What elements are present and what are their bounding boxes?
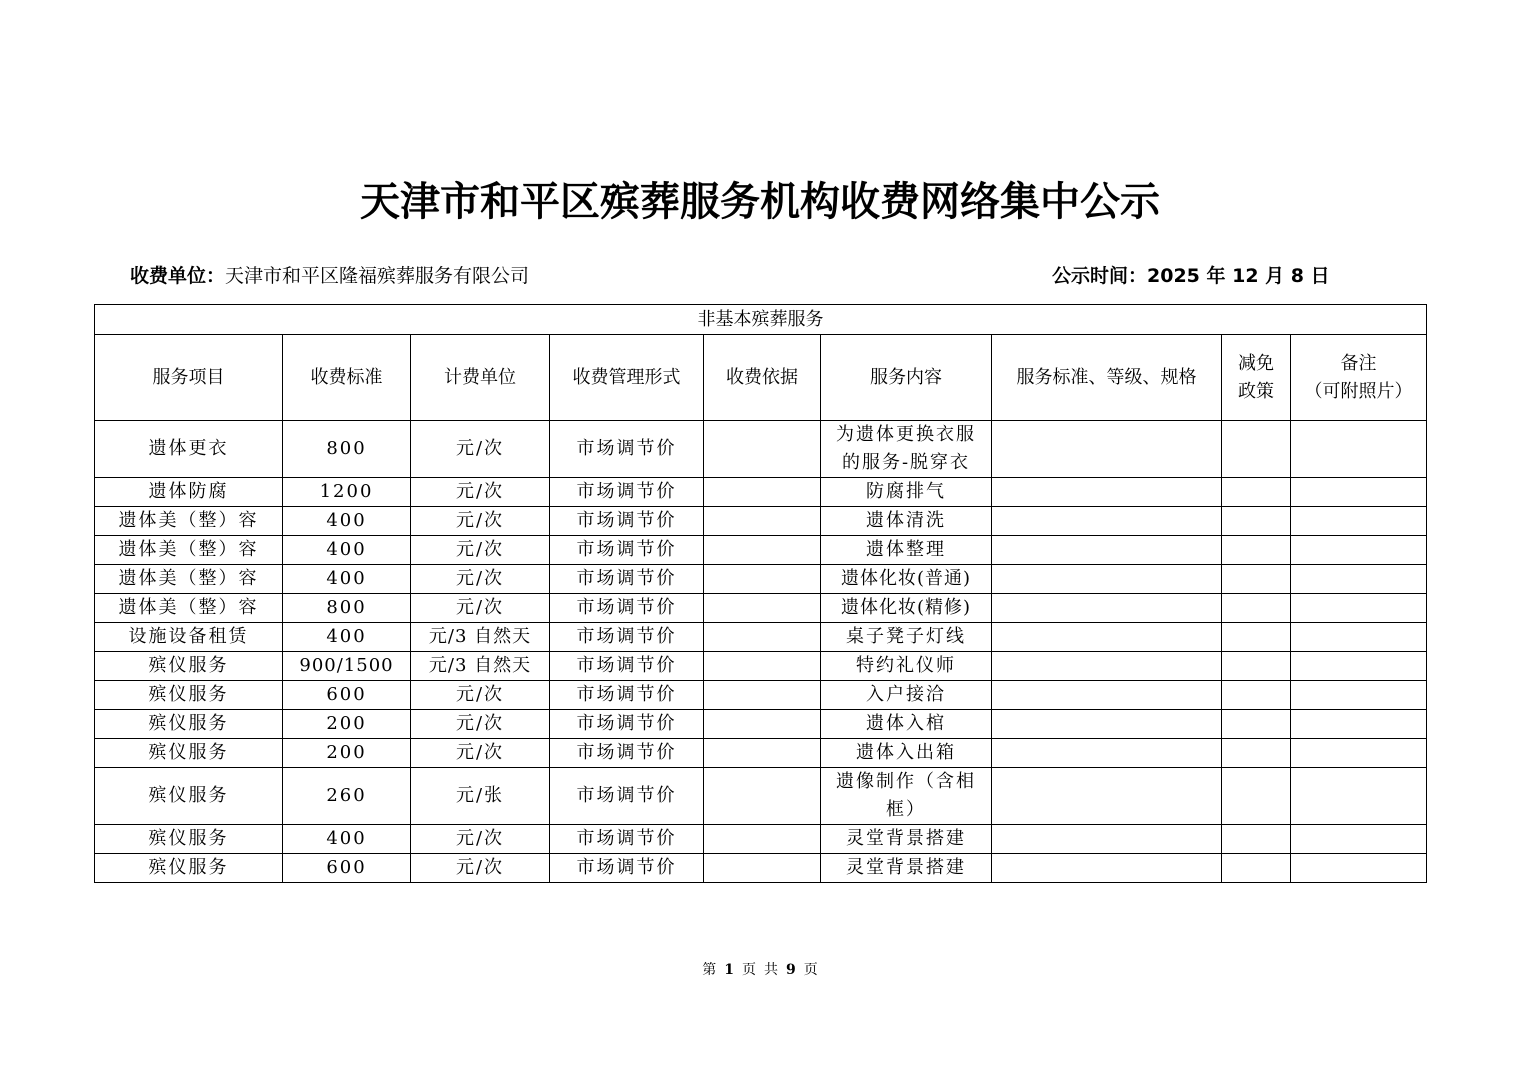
cell-spec [992,739,1222,768]
col-header-mgmt: 收费管理形式 [550,335,704,421]
col-header-remark-line2: （可附照片） [1304,380,1413,402]
cell-unit: 元/次 [411,536,550,565]
cell-item: 遗体防腐 [95,478,283,507]
cell-mgmt: 市场调节价 [550,623,704,652]
cell-policy [1222,594,1291,623]
table-row [95,623,1427,652]
cell-item: 遗体美（整）容 [95,594,283,623]
cell-spec [992,768,1222,825]
cell-basis [704,768,821,825]
cell-item: 殡仪服务 [95,652,283,681]
cell-remark [1291,478,1427,507]
cell-unit: 元/次 [411,854,550,883]
footer-word-ye2: 页 [803,962,818,978]
cell-standard: 260 [283,768,411,825]
cell-standard: 800 [283,594,411,623]
cell-basis [704,739,821,768]
cell-policy [1222,768,1291,825]
cell-content: 入户接洽 [821,681,992,710]
cell-content: 特约礼仪师 [821,652,992,681]
cell-spec [992,421,1222,478]
col-header-policy [1222,335,1291,421]
col-header-item: 服务项目 [95,335,283,421]
cell-remark [1291,565,1427,594]
col-header-unit: 计费单位 [411,335,550,421]
cell-item: 遗体更衣 [95,421,283,478]
table-row [95,565,1427,594]
cell-remark [1291,536,1427,565]
col-header-policy-line1: 减免 [1238,352,1274,374]
table-row [95,594,1427,623]
cell-standard: 600 [283,681,411,710]
cell-standard: 900/1500 [283,652,411,681]
cell-mgmt: 市场调节价 [550,768,704,825]
cell-remark [1291,681,1427,710]
cell-content: 防腐排气 [821,478,992,507]
cell-policy [1222,681,1291,710]
cell-content: 灵堂背景搭建 [821,854,992,883]
cell-mgmt: 市场调节价 [550,536,704,565]
cell-item: 遗体美（整）容 [95,507,283,536]
cell-mgmt: 市场调节价 [550,652,704,681]
cell-policy [1222,536,1291,565]
cell-basis [704,710,821,739]
col-header-standard: 收费标准 [283,335,411,421]
cell-basis [704,478,821,507]
cell-spec [992,536,1222,565]
col-header-spec: 服务标准、等级、规格 [992,335,1222,421]
publish-time-value: 2025 年 12 月 8 日 [1147,265,1330,287]
cell-spec [992,652,1222,681]
cell-unit: 元/次 [411,478,550,507]
cell-remark [1291,421,1427,478]
cell-mgmt: 市场调节价 [550,739,704,768]
cell-content: 遗体整理 [821,536,992,565]
cell-item: 遗体美（整）容 [95,536,283,565]
cell-basis [704,623,821,652]
cell-spec [992,681,1222,710]
table-row [95,421,1427,478]
publish-time [1052,262,1330,290]
cell-item: 设施设备租赁 [95,623,283,652]
table-row [95,478,1427,507]
cell-content: 遗体清洗 [821,507,992,536]
publish-time-label: 公示时间： [1052,265,1148,287]
cell-content: 桌子凳子灯线 [821,623,992,652]
cell-mgmt: 市场调节价 [550,565,704,594]
cell-spec [992,478,1222,507]
cell-basis [704,825,821,854]
col-header-policy-line2: 政策 [1238,380,1274,402]
cell-standard: 400 [283,623,411,652]
cell-item: 殡仪服务 [95,681,283,710]
cell-content: 遗体入棺 [821,710,992,739]
col-header-basis: 收费依据 [704,335,821,421]
cell-unit: 元/次 [411,565,550,594]
cell-spec [992,825,1222,854]
cell-standard: 600 [283,854,411,883]
charge-unit [130,262,529,290]
cell-item: 殡仪服务 [95,825,283,854]
cell-remark [1291,594,1427,623]
cell-standard: 800 [283,421,411,478]
cell-standard: 200 [283,710,411,739]
footer-page-number: 1 [724,962,734,978]
cell-content: 遗体入出箱 [821,739,992,768]
page-title: 天津市和平区殡葬服务机构收费网络集中公示 [360,178,1160,225]
cell-basis [704,652,821,681]
footer-word-ye: 页 [742,962,756,978]
cell-unit: 元/次 [411,421,550,478]
cell-item: 殡仪服务 [95,739,283,768]
cell-policy [1222,854,1291,883]
cell-item: 殡仪服务 [95,768,283,825]
cell-remark [1291,768,1427,825]
page-footer [0,960,1520,980]
cell-remark [1291,739,1427,768]
cell-policy [1222,507,1291,536]
cell-policy [1222,478,1291,507]
cell-unit: 元/次 [411,710,550,739]
charge-unit-value: 天津市和平区隆福殡葬服务有限公司 [225,265,530,287]
cell-unit: 元/次 [411,507,550,536]
cell-mgmt: 市场调节价 [550,825,704,854]
cell-item: 遗体美（整）容 [95,565,283,594]
table-row [95,854,1427,883]
cell-unit: 元/次 [411,739,550,768]
cell-remark [1291,652,1427,681]
cell-policy [1222,421,1291,478]
cell-mgmt: 市场调节价 [550,507,704,536]
fee-table [94,304,1427,883]
section-header: 非基本殡葬服务 [95,305,1427,335]
cell-mgmt: 市场调节价 [550,594,704,623]
cell-standard: 400 [283,536,411,565]
cell-remark [1291,623,1427,652]
table-row [95,739,1427,768]
footer-word-gong: 共 [764,962,778,978]
table-row [95,710,1427,739]
cell-standard: 400 [283,825,411,854]
cell-policy [1222,710,1291,739]
cell-item: 殡仪服务 [95,710,283,739]
cell-basis [704,507,821,536]
cell-policy [1222,739,1291,768]
cell-mgmt: 市场调节价 [550,681,704,710]
cell-mgmt: 市场调节价 [550,478,704,507]
cell-content: 遗像制作（含相框） [821,768,992,825]
table-row [95,507,1427,536]
cell-unit: 元/次 [411,594,550,623]
cell-spec [992,594,1222,623]
cell-content: 遗体化妆(精修) [821,594,992,623]
table-row [95,681,1427,710]
cell-remark [1291,854,1427,883]
col-header-content: 服务内容 [821,335,992,421]
cell-policy [1222,652,1291,681]
cell-policy [1222,565,1291,594]
cell-standard: 200 [283,739,411,768]
table-row [95,536,1427,565]
cell-basis [704,565,821,594]
col-header-remark [1291,335,1427,421]
cell-remark [1291,825,1427,854]
cell-basis [704,594,821,623]
cell-basis [704,421,821,478]
cell-remark [1291,710,1427,739]
column-header-row [95,335,1427,421]
cell-unit: 元/张 [411,768,550,825]
cell-mgmt: 市场调节价 [550,421,704,478]
col-header-remark-line1: 备注 [1340,352,1377,374]
cell-basis [704,681,821,710]
cell-unit: 元/次 [411,681,550,710]
cell-item: 殡仪服务 [95,854,283,883]
cell-spec [992,710,1222,739]
table-row [95,652,1427,681]
cell-standard: 1200 [283,478,411,507]
cell-spec [992,854,1222,883]
charge-unit-label: 收费单位： [130,265,226,287]
cell-unit: 元/3 自然天 [411,623,550,652]
cell-remark [1291,507,1427,536]
cell-unit: 元/3 自然天 [411,652,550,681]
cell-basis [704,854,821,883]
cell-spec [992,507,1222,536]
cell-mgmt: 市场调节价 [550,710,704,739]
cell-standard: 400 [283,507,411,536]
table-row [95,768,1427,825]
cell-content: 灵堂背景搭建 [821,825,992,854]
cell-policy [1222,825,1291,854]
cell-unit: 元/次 [411,825,550,854]
cell-content: 为遗体更换衣服的服务-脱穿衣 [821,421,992,478]
cell-spec [992,565,1222,594]
cell-spec [992,623,1222,652]
cell-policy [1222,623,1291,652]
cell-content: 遗体化妆(普通) [821,565,992,594]
footer-word-di: 第 [702,962,717,978]
footer-total-pages: 9 [786,962,796,978]
table-row [95,825,1427,854]
cell-standard: 400 [283,565,411,594]
cell-mgmt: 市场调节价 [550,854,704,883]
cell-basis [704,536,821,565]
